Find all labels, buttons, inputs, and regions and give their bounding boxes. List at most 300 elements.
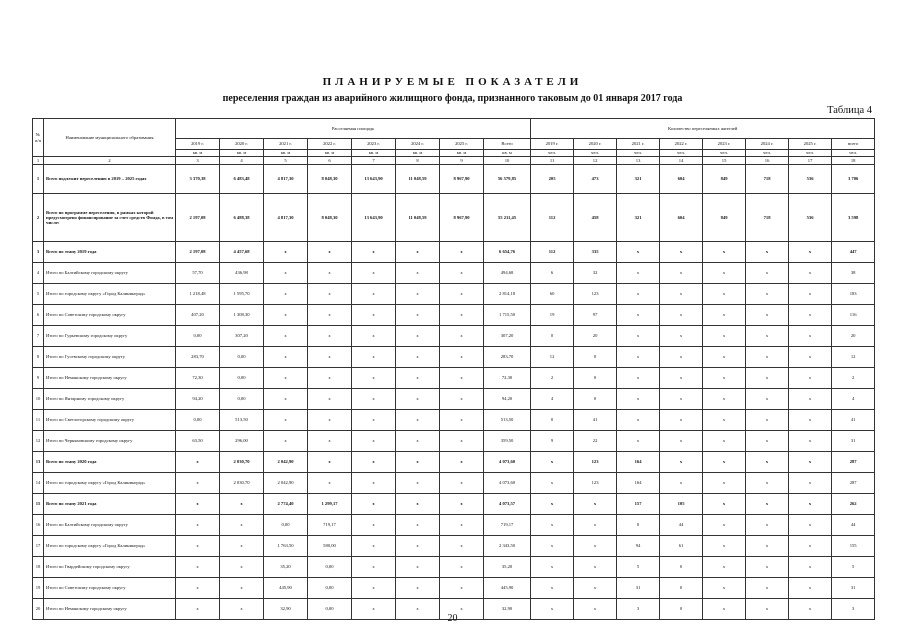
people-value: х — [574, 494, 617, 515]
area-value: 35,20 — [264, 557, 308, 578]
people-value: 31 — [832, 578, 875, 599]
people-value: х — [789, 452, 832, 473]
people-value: 38 — [832, 263, 875, 284]
area-value: х — [396, 305, 440, 326]
header-col-number: 3 — [176, 157, 220, 165]
area-value: х — [264, 347, 308, 368]
people-value: 0 — [660, 557, 703, 578]
people-value: х — [617, 326, 660, 347]
people-value: 31 — [832, 431, 875, 452]
row-name: Итого по Гурьевскому городскому округу — [44, 326, 176, 347]
people-value: 287 — [832, 452, 875, 473]
people-value: х — [703, 431, 746, 452]
area-value: х — [264, 305, 308, 326]
row-number: 2 — [33, 194, 44, 242]
area-value: х — [396, 557, 440, 578]
row-name: Итого по Янтарному городскому округу — [44, 389, 176, 410]
area-value: х — [220, 599, 264, 620]
header-col-number: 8 — [396, 157, 440, 165]
header-col-number: 5 — [264, 157, 308, 165]
people-value: 0 — [660, 599, 703, 620]
area-value: х — [396, 347, 440, 368]
people-value: 4 — [832, 389, 875, 410]
area-value: х — [176, 494, 220, 515]
area-value: х — [440, 431, 484, 452]
header-area-year: 2024 г. — [396, 139, 440, 150]
people-value: 155 — [832, 536, 875, 557]
area-value: 8 967,90 — [440, 165, 484, 194]
header-people-year: 2020 г. — [574, 139, 617, 150]
people-value: х — [703, 536, 746, 557]
area-value: х — [308, 305, 352, 326]
people-value: х — [617, 347, 660, 368]
header-col-number: 12 — [574, 157, 617, 165]
people-value: х — [703, 515, 746, 536]
header-col-number: 9 — [440, 157, 484, 165]
people-value: х — [574, 599, 617, 620]
people-value: х — [660, 473, 703, 494]
table-row — [33, 515, 875, 536]
area-value: 445,90 — [264, 578, 308, 599]
people-value: 2 — [832, 368, 875, 389]
area-value: 2 030,70 — [220, 452, 264, 473]
people-value: 164 — [617, 452, 660, 473]
area-value: х — [440, 536, 484, 557]
header-col-number: 16 — [746, 157, 789, 165]
table-row — [33, 165, 875, 194]
people-value: х — [746, 347, 789, 368]
area-value: 0,00 — [220, 368, 264, 389]
area-value: 359,50 — [484, 431, 531, 452]
row-name: Всего по этапу 2019 года — [44, 242, 176, 263]
people-value: 183 — [832, 284, 875, 305]
header-area-unit: кв. м — [264, 150, 308, 157]
table-row — [33, 284, 875, 305]
people-value: х — [789, 431, 832, 452]
people-value: 604 — [660, 165, 703, 194]
people-value: 32 — [574, 263, 617, 284]
people-value: х — [703, 326, 746, 347]
table-row — [33, 557, 875, 578]
area-value: х — [352, 578, 396, 599]
people-value: х — [617, 305, 660, 326]
table-row — [33, 578, 875, 599]
area-value: х — [396, 410, 440, 431]
area-value: 0,00 — [264, 515, 308, 536]
people-value: х — [789, 557, 832, 578]
header-people-unit: чел. — [789, 150, 832, 157]
area-value: 283,70 — [176, 347, 220, 368]
header-area-unit: кв. м — [396, 150, 440, 157]
area-value: 0,00 — [220, 347, 264, 368]
row-name: Всего по этапу 2021 года — [44, 494, 176, 515]
area-value: х — [308, 389, 352, 410]
row-number: 17 — [33, 536, 44, 557]
area-value: х — [352, 368, 396, 389]
area-value: х — [264, 410, 308, 431]
people-value: х — [789, 305, 832, 326]
area-value: 2 343,50 — [484, 536, 531, 557]
area-value: 63,50 — [176, 431, 220, 452]
people-value: 321 — [617, 194, 660, 242]
row-name: Итого по Светлогорскому городскому округу — [44, 410, 176, 431]
header-people-year: 2025 г. — [789, 139, 832, 150]
people-value: 0 — [660, 578, 703, 599]
people-value: 97 — [574, 305, 617, 326]
area-value: 55 211,45 — [484, 194, 531, 242]
people-value: х — [703, 263, 746, 284]
area-value: х — [396, 368, 440, 389]
area-value: х — [220, 515, 264, 536]
area-value: 6 488,38 — [220, 194, 264, 242]
area-value: 4 073,60 — [484, 452, 531, 473]
area-value: х — [308, 263, 352, 284]
area-value: 56 579,85 — [484, 165, 531, 194]
people-value: х — [703, 305, 746, 326]
people-value: 447 — [832, 242, 875, 263]
area-value: х — [440, 473, 484, 494]
area-value: 4 457,68 — [220, 242, 264, 263]
table-row — [33, 242, 875, 263]
area-value: 580,00 — [308, 536, 352, 557]
header-name: Наименование муниципального образования — [44, 119, 176, 157]
area-value: 307,20 — [220, 326, 264, 347]
people-value: 0 — [574, 347, 617, 368]
area-value: 57,70 — [176, 263, 220, 284]
area-value: 11 048,59 — [396, 194, 440, 242]
area-value: х — [352, 515, 396, 536]
people-value: 94 — [617, 536, 660, 557]
area-value: х — [352, 326, 396, 347]
row-name: Итого по Советскому городскому округу — [44, 578, 176, 599]
people-value: х — [660, 263, 703, 284]
area-value: 2 774,40 — [264, 494, 308, 515]
header-people-group: Количество переселяемых жителей — [531, 119, 875, 139]
area-value: х — [308, 326, 352, 347]
people-value: х — [703, 242, 746, 263]
area-value: 2 030,70 — [220, 473, 264, 494]
area-value: х — [396, 599, 440, 620]
header-area-year: 2019 г. — [176, 139, 220, 150]
people-value: х — [574, 536, 617, 557]
people-value: 2 — [531, 368, 574, 389]
area-value: х — [176, 557, 220, 578]
area-value: х — [352, 494, 396, 515]
area-value: х — [352, 242, 396, 263]
area-value: 6 654,76 — [484, 242, 531, 263]
people-value: 112 — [531, 194, 574, 242]
area-value: 283,70 — [484, 347, 531, 368]
area-value: х — [308, 431, 352, 452]
area-value: 307,20 — [484, 326, 531, 347]
people-value: х — [703, 578, 746, 599]
people-value: х — [746, 578, 789, 599]
people-value: х — [531, 599, 574, 620]
area-value: х — [440, 263, 484, 284]
people-value: х — [789, 536, 832, 557]
header-col-number: 15 — [703, 157, 746, 165]
people-value: х — [531, 515, 574, 536]
header-area-unit: кв. м — [352, 150, 396, 157]
people-value: х — [746, 494, 789, 515]
people-value: х — [660, 452, 703, 473]
people-value: х — [703, 599, 746, 620]
area-value: х — [396, 473, 440, 494]
area-value: 296,00 — [220, 431, 264, 452]
row-number: 16 — [33, 515, 44, 536]
people-value: х — [746, 515, 789, 536]
row-number: 5 — [33, 284, 44, 305]
area-value: х — [308, 284, 352, 305]
people-value: х — [746, 557, 789, 578]
people-value: 41 — [574, 410, 617, 431]
area-value: х — [176, 452, 220, 473]
people-value: 61 — [660, 536, 703, 557]
area-value: 1 595,70 — [220, 284, 264, 305]
area-value: 513,50 — [484, 410, 531, 431]
people-value: х — [660, 368, 703, 389]
row-name: Всего подлежит переселению в 2019 – 2025 годах — [44, 165, 176, 194]
header-area-unit: кв. м — [176, 150, 220, 157]
people-value: х — [660, 431, 703, 452]
header-area-unit: кв. м — [308, 150, 352, 157]
page-title: ПЛАНИРУЕМЫЕ ПОКАЗАТЕЛИ — [322, 76, 583, 88]
people-value: х — [789, 578, 832, 599]
people-value: 321 — [617, 165, 660, 194]
area-value: х — [264, 326, 308, 347]
row-number: 11 — [33, 410, 44, 431]
header-people-year: 2024 г. — [746, 139, 789, 150]
people-value: 3 — [617, 599, 660, 620]
people-value: 335 — [574, 242, 617, 263]
area-value: 436,98 — [220, 263, 264, 284]
people-value: 473 — [574, 165, 617, 194]
header-people-unit: чел. — [574, 150, 617, 157]
table-row — [33, 536, 875, 557]
table-row — [33, 368, 875, 389]
header-col-number: 7 — [352, 157, 396, 165]
people-value: х — [531, 473, 574, 494]
table-row — [33, 326, 875, 347]
row-number: 3 — [33, 242, 44, 263]
people-value: х — [746, 536, 789, 557]
people-value: х — [746, 263, 789, 284]
people-value: 20 — [832, 326, 875, 347]
header-col-number: 10 — [484, 157, 531, 165]
header-area-year: 2025 г. — [440, 139, 484, 150]
people-value: х — [660, 389, 703, 410]
area-value: 3 370,38 — [176, 165, 220, 194]
area-value: х — [352, 284, 396, 305]
area-value: х — [440, 347, 484, 368]
people-value: 536 — [789, 194, 832, 242]
people-value: х — [531, 557, 574, 578]
area-value: х — [308, 473, 352, 494]
area-value: х — [396, 389, 440, 410]
row-number: 15 — [33, 494, 44, 515]
area-value: х — [396, 284, 440, 305]
header-people-year: 2019 г. — [531, 139, 574, 150]
people-value: 112 — [531, 242, 574, 263]
people-value: х — [746, 452, 789, 473]
area-value: х — [352, 305, 396, 326]
area-value: х — [308, 368, 352, 389]
area-value: 8 048,30 — [308, 165, 352, 194]
people-value: 60 — [531, 284, 574, 305]
area-value: х — [352, 347, 396, 368]
people-value: х — [574, 515, 617, 536]
row-number: 7 — [33, 326, 44, 347]
area-value: х — [352, 410, 396, 431]
area-value: 4 817,30 — [264, 165, 308, 194]
people-value: х — [703, 494, 746, 515]
area-value: 72,30 — [176, 368, 220, 389]
people-value: 205 — [531, 165, 574, 194]
people-value: х — [617, 368, 660, 389]
area-value: 2 814,18 — [484, 284, 531, 305]
people-value: х — [660, 242, 703, 263]
people-value: 536 — [789, 165, 832, 194]
people-value: х — [531, 452, 574, 473]
area-value: 513,50 — [220, 410, 264, 431]
table-row — [33, 431, 875, 452]
people-value: х — [789, 347, 832, 368]
area-value: х — [440, 599, 484, 620]
people-value: 262 — [832, 494, 875, 515]
area-value: х — [352, 557, 396, 578]
area-value: 8 967,90 — [440, 194, 484, 242]
people-value: 20 — [574, 326, 617, 347]
area-value: 494,68 — [484, 263, 531, 284]
area-value: х — [264, 389, 308, 410]
area-value: х — [264, 431, 308, 452]
area-value: 32,90 — [264, 599, 308, 620]
header-num: № п/п — [33, 119, 44, 157]
area-value: 2 042,90 — [264, 473, 308, 494]
table-row — [33, 347, 875, 368]
area-value: х — [440, 284, 484, 305]
people-value: х — [703, 389, 746, 410]
area-value: х — [396, 578, 440, 599]
people-value: 6 — [531, 263, 574, 284]
row-name: Итого по городскому округу «Город Калининград» — [44, 473, 176, 494]
area-value: 32,90 — [484, 599, 531, 620]
people-value: х — [660, 305, 703, 326]
header-people-unit: чел. — [746, 150, 789, 157]
row-name: Итого по Балтийскому городскому округу — [44, 515, 176, 536]
area-value: 94,20 — [176, 389, 220, 410]
people-value: х — [746, 410, 789, 431]
area-value: х — [352, 263, 396, 284]
people-value: х — [746, 473, 789, 494]
header-people-year: всего — [832, 139, 875, 150]
header-area-year: 2023 г. — [352, 139, 396, 150]
people-value: х — [703, 368, 746, 389]
people-value: 458 — [574, 194, 617, 242]
people-value: 0 — [574, 368, 617, 389]
header-col-number: 18 — [832, 157, 875, 165]
area-value: 0,00 — [176, 326, 220, 347]
people-value: х — [660, 326, 703, 347]
area-value: 407,20 — [176, 305, 220, 326]
people-value: х — [746, 368, 789, 389]
area-value: 13 643,90 — [352, 165, 396, 194]
people-value: х — [660, 347, 703, 368]
people-value: х — [746, 389, 789, 410]
people-value: 19 — [531, 305, 574, 326]
people-value: х — [703, 473, 746, 494]
area-value: х — [440, 305, 484, 326]
people-value: х — [789, 494, 832, 515]
people-value: х — [746, 326, 789, 347]
people-value: 123 — [574, 284, 617, 305]
area-value: 35,20 — [484, 557, 531, 578]
row-name: Итого по Гвардейскому городскому округу — [44, 557, 176, 578]
people-value: х — [789, 368, 832, 389]
table-row — [33, 194, 875, 242]
row-name: Итого по Советскому городскому округу — [44, 305, 176, 326]
area-value: 2 197,08 — [176, 242, 220, 263]
header-col-number: 4 — [220, 157, 264, 165]
area-value: х — [440, 557, 484, 578]
area-value: 0,00 — [220, 389, 264, 410]
people-value: 3 706 — [832, 165, 875, 194]
area-value: х — [352, 431, 396, 452]
area-value: х — [264, 284, 308, 305]
people-value: х — [617, 389, 660, 410]
area-value: 8 048,30 — [308, 194, 352, 242]
area-value: х — [308, 242, 352, 263]
row-number: 8 — [33, 347, 44, 368]
people-value: 0 — [617, 515, 660, 536]
header-area-group: Расселяемая площадь — [176, 119, 531, 139]
people-value: 123 — [574, 473, 617, 494]
people-value: 9 — [531, 431, 574, 452]
people-value: 0 — [531, 410, 574, 431]
area-value: 1 308,30 — [220, 305, 264, 326]
area-value: 13 643,90 — [352, 194, 396, 242]
row-name: Всего по программе переселения, в рамках которой предусмотрено финансирование за счет средств Фонда, в том числе: — [44, 194, 176, 242]
header-col-number: 17 — [789, 157, 832, 165]
header-area-year: Всего — [484, 139, 531, 150]
people-value: 0 — [574, 389, 617, 410]
header-people-year: 2021 г. — [617, 139, 660, 150]
people-value: 157 — [617, 494, 660, 515]
row-number: 10 — [33, 389, 44, 410]
people-value: 41 — [832, 410, 875, 431]
area-value: х — [396, 263, 440, 284]
header-col-number: 1 — [33, 157, 44, 165]
people-value: х — [531, 494, 574, 515]
area-value: х — [440, 242, 484, 263]
people-value: х — [746, 431, 789, 452]
area-value: х — [352, 473, 396, 494]
area-value: 1 299,17 — [308, 494, 352, 515]
row-name: Итого по Балтийскому городскому округу — [44, 263, 176, 284]
header-area-unit: кв. м — [484, 150, 531, 157]
people-value: х — [617, 242, 660, 263]
header-area-unit: кв. м — [440, 150, 484, 157]
area-value: х — [220, 557, 264, 578]
area-value: х — [396, 326, 440, 347]
header-col-number: 6 — [308, 157, 352, 165]
area-value: х — [396, 242, 440, 263]
area-value: 1 763,50 — [264, 536, 308, 557]
area-value: 0,00 — [176, 410, 220, 431]
people-value: х — [617, 284, 660, 305]
area-value: 4 817,30 — [264, 194, 308, 242]
area-value: 6 483,48 — [220, 165, 264, 194]
